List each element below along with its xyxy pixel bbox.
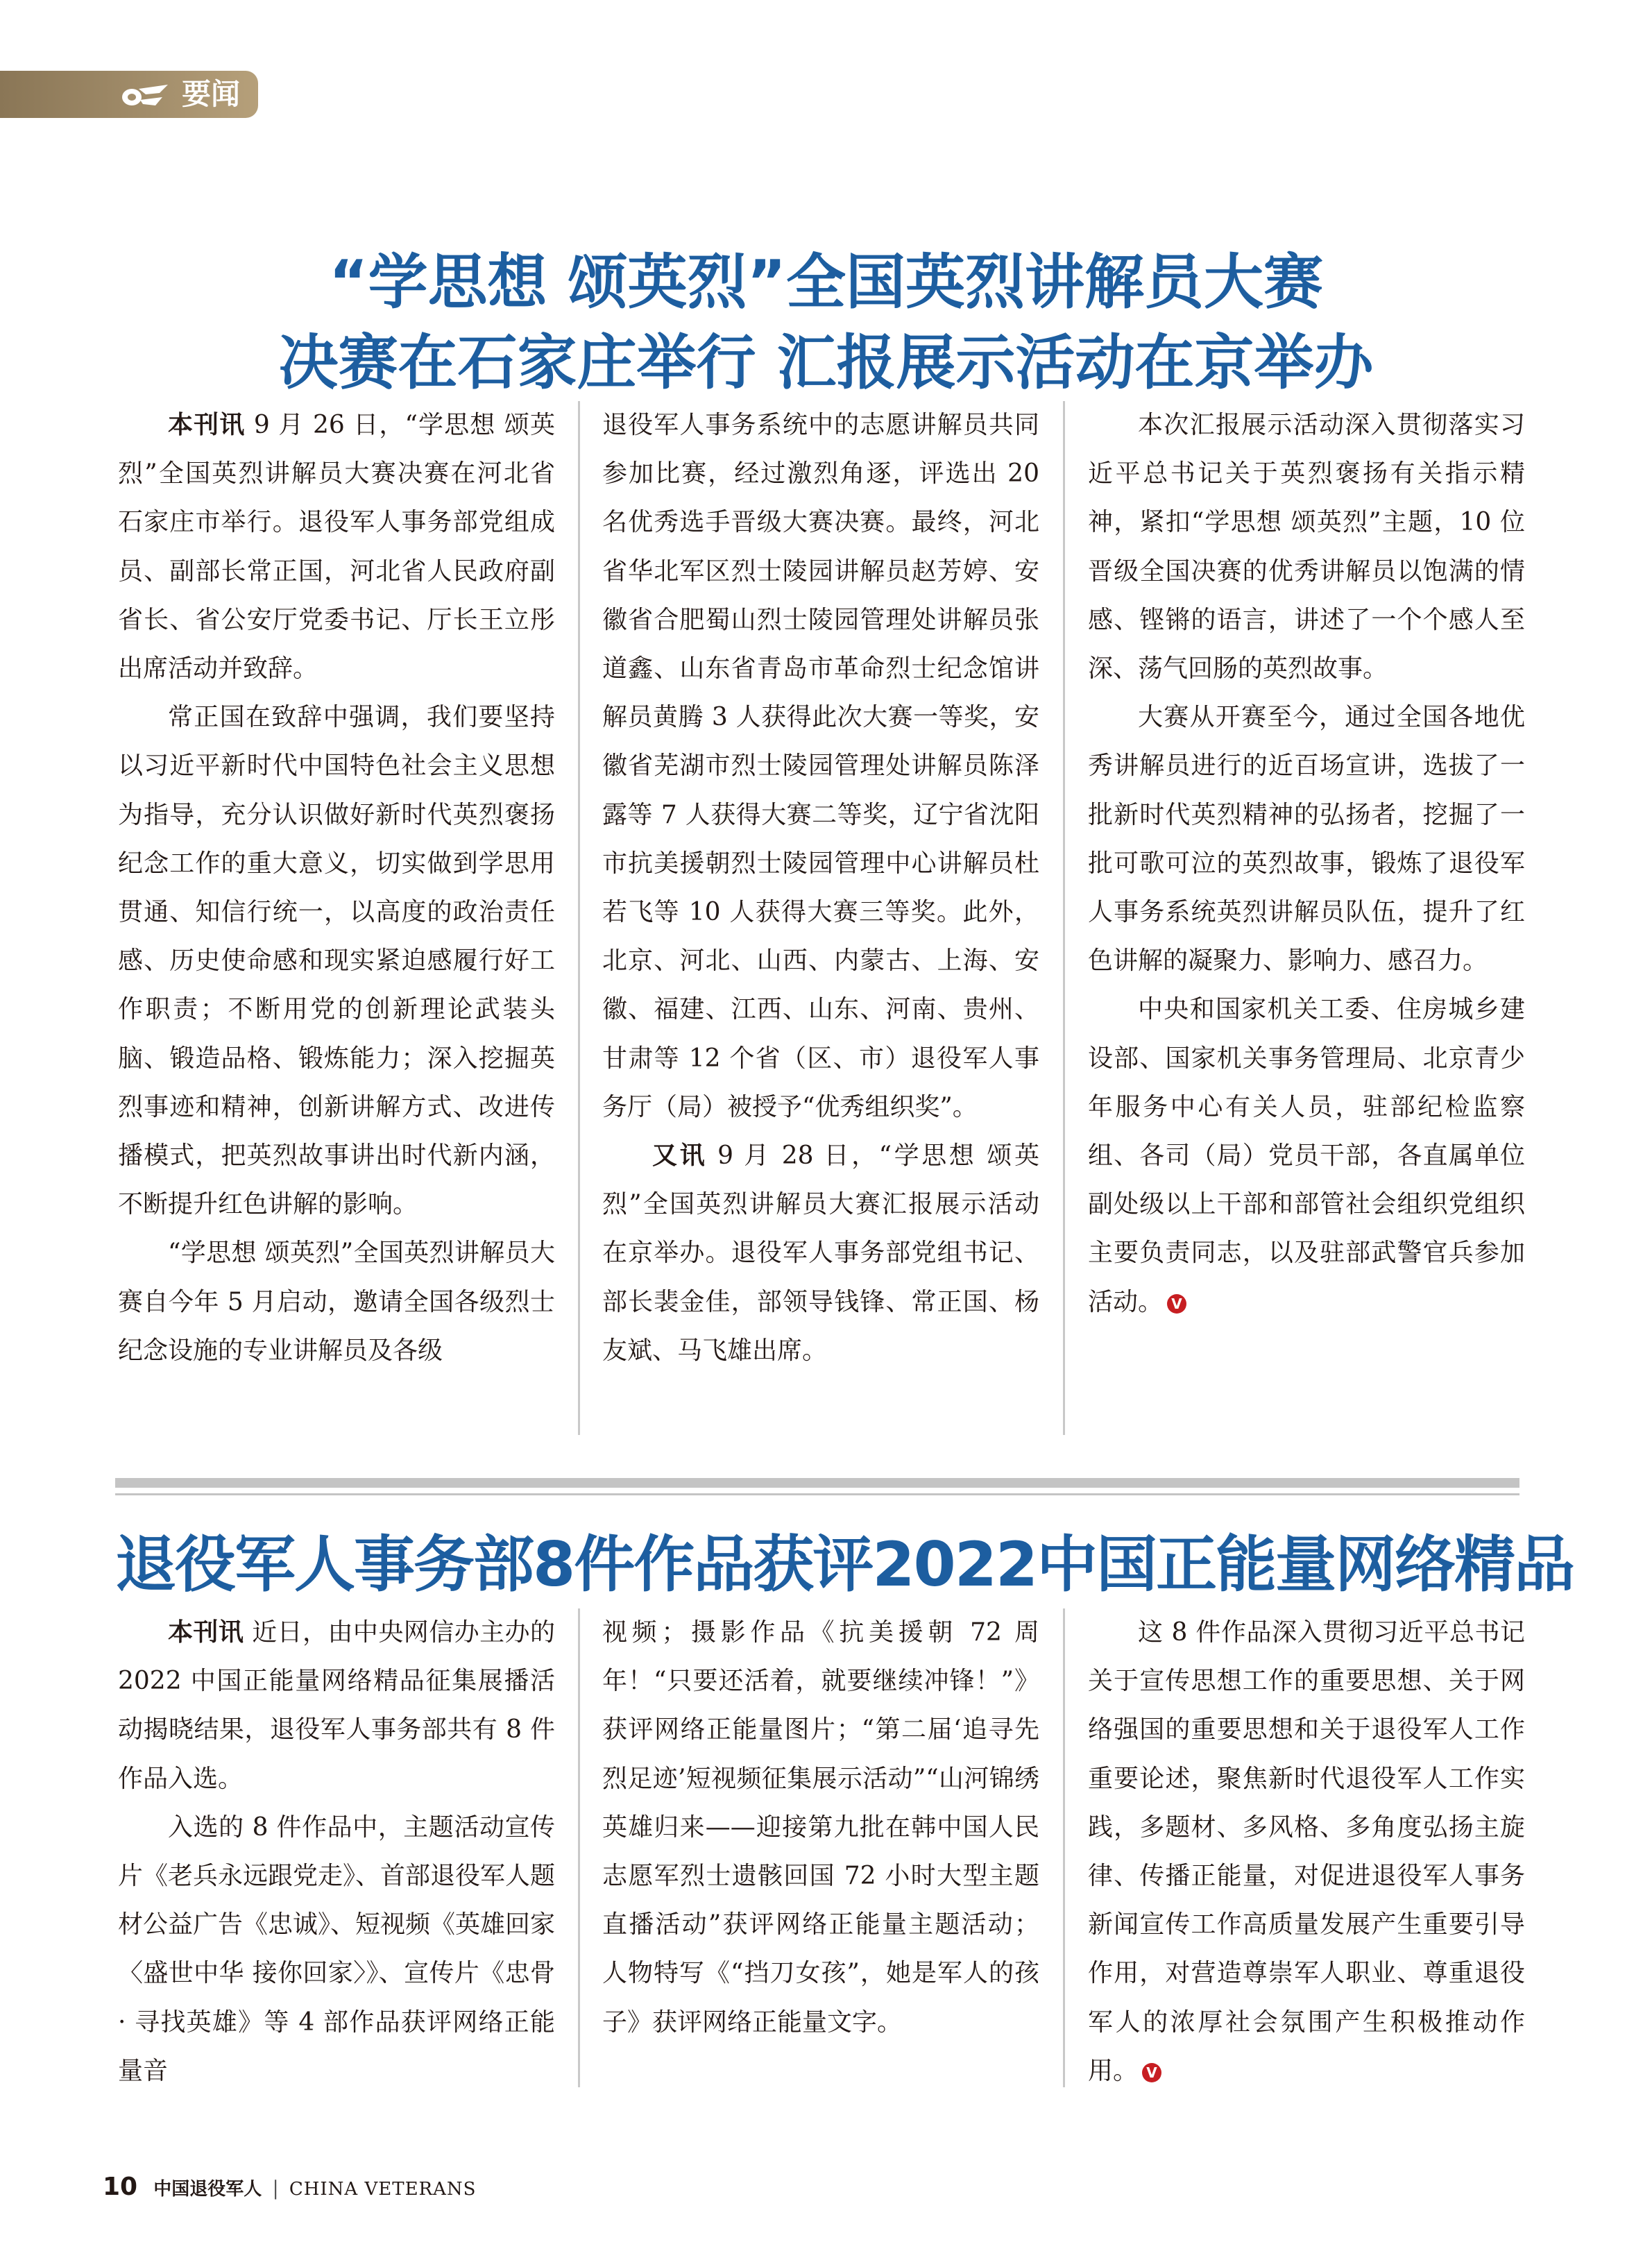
article1-column-2 bbox=[602, 401, 1039, 1442]
section-logo-icon bbox=[119, 82, 169, 111]
article1-column-1 bbox=[118, 401, 555, 1442]
article1-title-line2: 决赛在石家庄举行 汇报展示活动在京举办 bbox=[278, 328, 1374, 398]
lead-label: 本刊讯 bbox=[168, 411, 246, 439]
paragraph-text: 9 月 26 日，“学思想 颂英烈”全国英烈讲解员大赛决赛在河北省石家庄市举行。退役军人事务部党组成员、副部长常正国，河北省人民政府副省长、省公安厅党委书记、厅长王立彤出席活动并致辞。 bbox=[118, 411, 555, 683]
article1-paragraph: 大赛从开赛至今，通过全国各地优秀讲解员进行的近百场宣讲，选拔了一批新时代英烈精神的弘扬者，挖掘了一批可歌可泣的英烈故事，锻炼了退役军人事务系统英烈讲解员队伍，提升了红色讲解的凝聚力、影响力、感召力。 bbox=[1088, 703, 1525, 976]
article2-column-1 bbox=[118, 1608, 555, 2094]
lead-label: 又讯 bbox=[652, 1141, 708, 1171]
end-mark-icon: V bbox=[1142, 2063, 1161, 2082]
article2-paragraph: 视频；摄影作品《抗美援朝 72 周年！“只要还活着，就要继续冲锋！”》获评网络正能量图片；“第二届‘追寻先烈足迹’短视频征集展示活动”“山河锦绣 英雄归来——迎接第九批在韩中国人民志愿军烈士遗骸回国 72 小时大型主题直播活动”获评网络正能量主题活动；人物特写《“挡刀女孩”，她是军人的孩子》获评网络正能量文字。 bbox=[602, 1618, 1039, 2037]
article2-column-2 bbox=[602, 1608, 1039, 2094]
article-separator bbox=[115, 1478, 1519, 1488]
footer-separator: | bbox=[272, 2177, 279, 2200]
end-mark-icon: V bbox=[1167, 1294, 1186, 1314]
article1-paragraph bbox=[1088, 985, 1525, 1326]
page-footer bbox=[103, 2168, 476, 2207]
article1-paragraph bbox=[602, 1132, 1039, 1375]
article1-paragraph bbox=[118, 401, 555, 693]
article1-title-line1: “学思想 颂英烈”全国英烈讲解员大赛 bbox=[329, 248, 1323, 317]
paragraph-text: 这 8 件作品深入贯彻习近平总书记关于宣传思想工作的重要思想、关于网络强国的重要思想和关于退役军人工作重要论述，聚焦新时代退役军人工作实践，多题材、多风格、多角度弘扬主旋律、传播正能量，对促进退役军人事务新闻宣传工作高质量发展产生重要引导作用，对营造尊崇军人职业、尊重退役军人的浓厚社会氛围产生积极推动作用。 bbox=[1088, 1618, 1525, 2085]
section-tab bbox=[0, 71, 258, 118]
paragraph-text: 近日，由中央网信办主办的 2022 中国正能量网络精品征集展播活动揭晓结果，退役军人事务部共有 8 件作品入选。 bbox=[118, 1618, 555, 1793]
column-divider bbox=[578, 401, 580, 1435]
section-label: 要闻 bbox=[182, 77, 241, 111]
paragraph-text: 中央和国家机关工委、住房城乡建设部、国家机关事务管理局、北京青少年服务中心有关人员，驻部纪检监察组、各司（局）党员干部，各直属单位副处级以上干部和部管社会组织党组织主要负责同志，以及驻部武警官兵参加活动。 bbox=[1088, 995, 1525, 1316]
paragraph-text: 9 月 28 日，“学思想 颂英烈”全国英烈讲解员大赛汇报展示活动在京举办。退役军人事务部党组书记、部长裴金佳，部领导钱锋、常正国、杨友斌、马飞雄出席。 bbox=[602, 1141, 1039, 1365]
article2-title: 退役军人事务部8件作品获评2022中国正能量网络精品 bbox=[115, 1529, 1574, 1600]
article-separator-thin bbox=[115, 1493, 1519, 1495]
article1-column-3 bbox=[1088, 401, 1525, 1442]
article2-column-3 bbox=[1088, 1608, 1525, 2094]
page-number: 10 bbox=[103, 2173, 138, 2201]
column-divider bbox=[1063, 1608, 1065, 2087]
column-divider bbox=[1063, 401, 1065, 1435]
article1-paragraph: 常正国在致辞中强调，我们要坚持以习近平新时代中国特色社会主义思想为指导，充分认识做好新时代英烈褒扬纪念工作的重大意义，切实做到学思用贯通、知信行统一，以高度的政治责任感、历史使命感和现实紧迫感履行好工作职责；不断用党的创新理论武装头脑、锻造品格、锻炼能力；深入挖掘英烈事迹和精神，创新讲解方式、改进传播模式，把英烈故事讲出时代新内涵，不断提升红色讲解的影响。 bbox=[118, 703, 555, 1219]
lead-label: 本刊讯 bbox=[168, 1618, 244, 1647]
article1-paragraph: 退役军人事务系统中的志愿讲解员共同参加比赛，经过激烈角逐，评选出 20 名优秀选手晋级大赛决赛。最终，河北省华北军区烈士陵园讲解员赵芳婷、安徽省合肥蜀山烈士陵园管理处讲解员张道鑫、山东省青岛市革命烈士纪念馆讲解员黄腾 3 人获得此次大赛一等奖，安徽省芜湖市烈士陵园管理处讲解员陈泽露等 7 人获得大赛二等奖，辽宁省沈阳市抗美援朝烈士陵园管理中心讲解员杜若飞等 10 人获得大赛三等奖。此外，北京、河北、山西、内蒙古、上海、安徽、福建、江西、山东、河南、贵州、甘肃等 12 个省（区、市）退役军人事务厅（局）被授予“优秀组织奖”。 bbox=[602, 411, 1039, 1121]
column-divider bbox=[578, 1608, 580, 2087]
article1-paragraph: 本次汇报展示活动深入贯彻落实习近平总书记关于英烈褒扬有关指示精神，紧扣“学思想 颂英烈”主题，10 位晋级全国决赛的优秀讲解员以饱满的情感、铿锵的语言，讲述了一个个感人至深、荡气回肠的英烈故事。 bbox=[1088, 411, 1525, 683]
article2-paragraph bbox=[118, 1608, 555, 1803]
magazine-english-name: CHINA VETERANS bbox=[289, 2179, 477, 2200]
article1-paragraph: “学思想 颂英烈”全国英烈讲解员大赛自今年 5 月启动，邀请全国各级烈士纪念设施的专业讲解员及各级 bbox=[118, 1239, 555, 1365]
article2-paragraph: 入选的 8 件作品中，主题活动宣传片《老兵永远跟党走》、首部退役军人题材公益广告《忠诚》、短视频《英雄回家〈盛世中华 接你回家〉》、宣传片《忠骨 · 寻找英雄》等 4 部作品获评网络正能量音 bbox=[118, 1812, 556, 2085]
magazine-name: 中国退役军人 bbox=[153, 2179, 262, 2200]
article2-paragraph bbox=[1088, 1608, 1525, 2096]
